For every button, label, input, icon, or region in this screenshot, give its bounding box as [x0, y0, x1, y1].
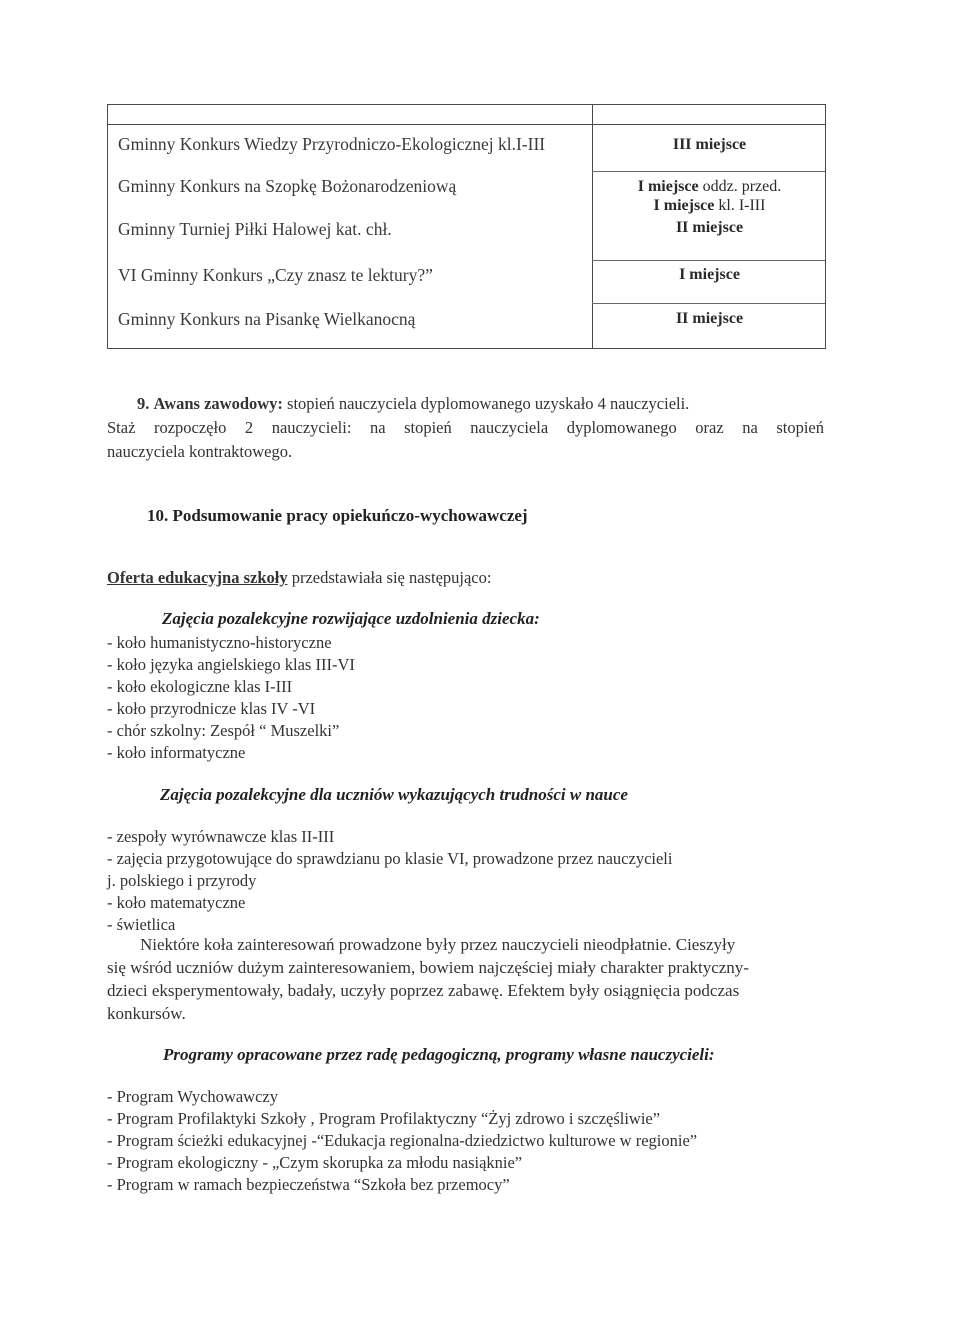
list-item: - zajęcia przygotowujące do sprawdzianu po klasie VI, prowadzone przez nauczycieli: [107, 849, 673, 868]
list-item: - Program ekologiczny - „Czym skorupka za młodu nasiąknie”: [107, 1153, 523, 1172]
competition-name: Gminny Konkurs na Szopkę Bożonarodzeniową: [118, 176, 457, 196]
list-item: - koło przyrodnicze klas IV -VI: [107, 699, 316, 718]
list-item: - koło humanistyczno-historyczne: [107, 633, 332, 652]
table-row-divider: [592, 171, 825, 172]
competition-result: [592, 178, 827, 196]
offer-text: przedstawiała się następująco:: [287, 568, 492, 587]
competition-result: [592, 136, 827, 154]
section9-heading: Awans zawodowy:: [153, 394, 283, 413]
competition-name: VI Gminny Konkurs „Czy znasz te lektury?”: [118, 265, 433, 285]
programs-title: Programy opracowane przez radę pedagogiczną, programy własne nauczycieli:: [163, 1045, 715, 1064]
list-item: - Program Profilaktyki Szkoły , Program Profilaktyczny “Żyj zdrowo i szczęśliwie”: [107, 1109, 661, 1128]
list-item: - Program ścieżki edukacyjnej -“Edukacja regionalna-dziedzictwo kulturowe w regionie”: [107, 1131, 698, 1150]
result-place: II miejsce: [675, 310, 744, 327]
list-item: - koło matematyczne: [107, 893, 246, 912]
section9-line3: nauczyciela kontraktowego.: [107, 442, 293, 461]
result-place: III miejsce: [672, 136, 747, 153]
remedial-title: Zajęcia pozalekcyjne dla uczniów wykazujących trudności w nauce: [160, 785, 628, 804]
competition-name: Gminny Konkurs na Pisankę Wielkanocną: [118, 309, 416, 329]
paragraph-line: konkursów.: [107, 1004, 186, 1023]
list-item: - chór szkolny: Zespół “ Muszelki”: [107, 721, 340, 740]
list-item: - świetlica: [107, 915, 176, 934]
list-item: - Program Wychowawczy: [107, 1087, 278, 1106]
section9-number: 9.: [137, 394, 150, 413]
offer-label: Oferta edukacyjna szkoły: [107, 568, 288, 587]
table-row-divider: [592, 303, 825, 304]
competition-result: [592, 310, 827, 328]
result-extra: oddz. przed.: [698, 178, 782, 195]
list-item: - Program w ramach bezpieczeństwa “Szkoła bez przemocy”: [107, 1175, 510, 1194]
table-row-divider: [592, 260, 825, 261]
competition-name: Gminny Konkurs Wiedzy Przyrodniczo-Ekologicznej kl.I-III: [118, 134, 546, 154]
offer-line: [107, 568, 491, 588]
section9-text: stopień nauczyciela dyplomowanego uzyskało 4 nauczycieli.: [282, 394, 690, 413]
list-item: - koło ekologiczne klas I-III: [107, 677, 293, 696]
result-place: I miejsce: [679, 266, 740, 283]
section10-heading: 10. Podsumowanie pracy opiekuńczo-wychowawczej: [147, 506, 528, 525]
list-item: j. polskiego i przyrody: [107, 871, 257, 890]
paragraph-line: się wśród uczniów dużym zainteresowaniem, bowiem najczęściej miały charakter praktyczny-: [107, 958, 749, 977]
paragraph-line: Niektóre koła zainteresowań prowadzone były przez nauczycieli nieodpłatnie. Cieszyły: [140, 935, 736, 954]
competition-result: [592, 197, 827, 215]
result-place: I miejsce: [653, 197, 715, 214]
list-item: - zespoły wyrównawcze klas II-III: [107, 827, 335, 846]
section9-line1: [137, 394, 689, 414]
result-place: II miejsce: [675, 219, 744, 236]
list-item: - koło języka angielskiego klas III-VI: [107, 655, 355, 674]
paragraph-line: dzieci eksperymentowały, badały, uczyły poprzez zabawę. Efektem były osiągnięcia podczas: [107, 981, 740, 1000]
result-extra: kl. I-III: [714, 197, 766, 214]
result-place: I miejsce: [637, 178, 699, 195]
competition-name: Gminny Turniej Piłki Halowej kat. chł.: [118, 219, 392, 239]
extracurricular-title: Zajęcia pozalekcyjne rozwijające uzdolnienia dziecka:: [162, 609, 540, 628]
table-top-rule: [108, 124, 825, 125]
section9-line2: Staż rozpoczęło 2 nauczycieli: na stopień nauczyciela dyplomowanego oraz na stopień: [107, 418, 824, 437]
awards-table: [107, 104, 826, 349]
list-item: - koło informatyczne: [107, 743, 246, 762]
competition-result: [592, 219, 827, 237]
competition-result: [592, 266, 827, 284]
